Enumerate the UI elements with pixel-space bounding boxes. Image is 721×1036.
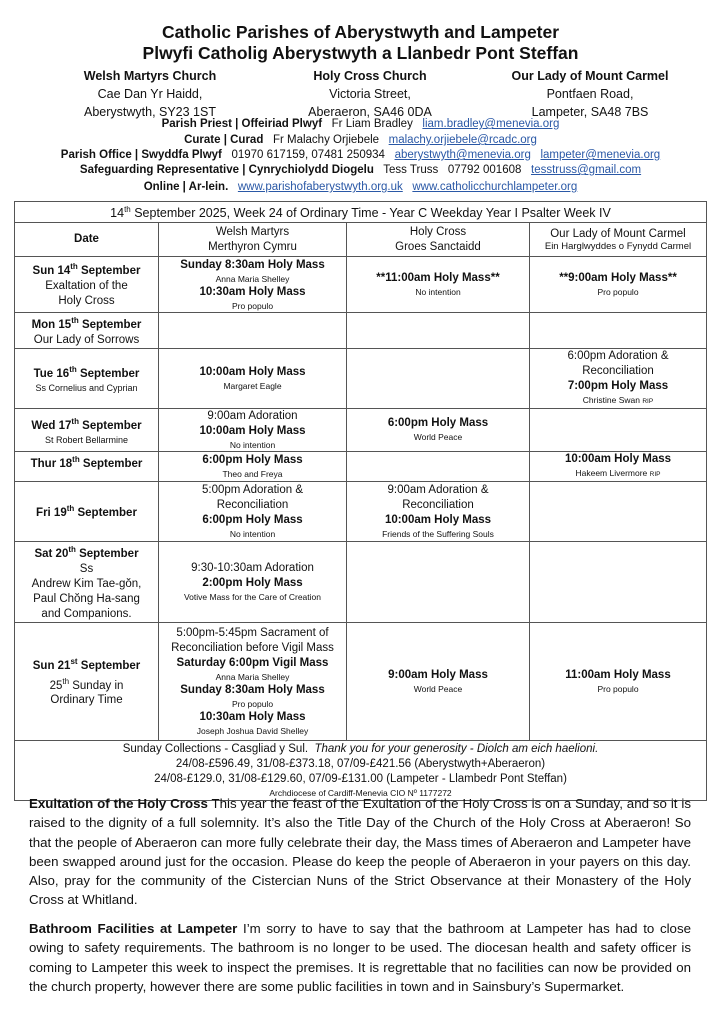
welsh-martyrs-cell: 5:00pm Adoration & Reconciliation 6:00pm Holy Mass No intention <box>159 481 347 541</box>
church-address-line: Victoria Street, <box>329 87 411 101</box>
online-line <box>0 181 721 193</box>
date-cell: Thur 18th September <box>15 451 159 481</box>
row-thu-18 <box>15 451 707 481</box>
column-header-row <box>15 223 707 257</box>
church-address-line: Pontfaen Road, <box>546 87 634 101</box>
church-address-line: Aberystwyth, SY23 1ST <box>83 105 216 119</box>
holy-cross-cell <box>347 541 530 622</box>
mount-carmel-cell <box>530 313 707 349</box>
safeguarding-label: Safeguarding Representative | Cynrychiolydd Diogelu <box>79 164 374 176</box>
welsh-martyrs-cell: 6:00pm Holy Mass Theo and Freya <box>159 451 347 481</box>
priest-email-link[interactable]: liam.bradley@menevia.org <box>422 118 560 130</box>
week-heading: 14th September 2025, Week 24 of Ordinary Time - Year C Weekday Year I Psalter Week IV <box>15 202 707 223</box>
mount-carmel-cell: 6:00pm Adoration & Reconciliation 7:00pm Holy Mass Christine Swan RIP <box>530 348 707 408</box>
website-lampeter-link[interactable]: www.catholicchurchlampeter.org <box>412 181 578 193</box>
safeguarding-name: Tess Truss <box>383 164 439 176</box>
church-address-line: Lampeter, SA48 7BS <box>531 105 649 119</box>
office-email-lampeter[interactable]: lampeter@menevia.org <box>540 149 661 161</box>
col-header-mount-carmel: Our Lady of Mount Carmel Ein Harglwyddes o Fynydd Carmel <box>530 223 707 257</box>
holy-cross-cell: 9:00am Holy Mass World Peace <box>347 622 530 740</box>
mount-carmel-cell <box>530 408 707 451</box>
mount-carmel-cell: 10:00am Holy Mass Hakeem Livermore RIP <box>530 451 707 481</box>
col-header-holy-cross: Holy Cross Groes Sanctaidd <box>347 223 530 257</box>
church-holy-cross <box>260 67 480 121</box>
collections-aberystwyth: 24/08-£596.49, 31/08-£373.18, 07/09-£421.56 (Aberystwyth+Aberaeron) <box>175 757 546 770</box>
date-cell: Sat 20th September Ss Andrew Kim Tae-gŏn, Paul Chŏng Ha-sang and Companions. <box>15 541 159 622</box>
welsh-martyrs-cell <box>159 313 347 349</box>
mount-carmel-cell <box>530 481 707 541</box>
office-email-aberystwyth[interactable]: aberystwyth@menevia.org <box>394 149 531 161</box>
welsh-martyrs-cell: Sunday 8:30am Holy Mass Anna Maria Shelley 10:30am Holy Mass Pro populo <box>159 257 347 313</box>
priest-line <box>0 118 721 130</box>
office-label: Parish Office | Swyddfa Plwyf <box>60 149 222 161</box>
notice-body: This year the feast of the Exultation of the Holy Cross is on a Sunday, and so it is raised to the dignity of a full solemnity. It’s also the Title Day of the Church of the Holy Cross at Aberaeron! So that the people of Aberaeron can more fully celebrate their day, the Mass times of Aberaeron and Lampeter have been swapped around just for the occasion. Please do keep the people of Aberaeron in your payers on this day. Also, pray for the community of the Cistercian Nuns of the Strict Observance at their Monastery of the Holy Cross at Whitland. <box>29 796 691 908</box>
safeguarding-line <box>0 164 721 176</box>
church-name: Holy Cross Church <box>313 69 427 83</box>
church-welsh-martyrs <box>40 67 260 121</box>
date-cell: Sun 21st September 25th Sunday in Ordinary Time <box>15 622 159 740</box>
curate-name: Fr Malachy Orjiebele <box>272 134 380 146</box>
church-addresses <box>40 67 700 121</box>
week-header-row <box>15 202 707 223</box>
collections-label: Sunday Collections - Casgliad y Sul. <box>122 742 309 755</box>
holy-cross-cell <box>347 313 530 349</box>
office-line <box>0 149 721 161</box>
welsh-martyrs-cell: 9:00am Adoration 10:00am Holy Mass No intention <box>159 408 347 451</box>
notice-bathroom <box>29 919 691 996</box>
row-sat-20 <box>15 541 707 622</box>
church-name: Welsh Martyrs Church <box>83 69 217 83</box>
row-tue-16 <box>15 348 707 408</box>
collections-cell <box>15 740 707 800</box>
church-address-line: Aberaeron, SA46 0DA <box>308 105 432 119</box>
row-mon-15 <box>15 313 707 349</box>
priest-name: Fr Liam Bradley <box>331 118 413 130</box>
notice-exultation <box>29 794 691 910</box>
mount-carmel-cell: 11:00am Holy Mass Pro populo <box>530 622 707 740</box>
church-address-line: Cae Dan Yr Haidd, <box>97 87 203 101</box>
holy-cross-cell: 6:00pm Holy Mass World Peace <box>347 408 530 451</box>
col-header-date: Date <box>15 223 159 257</box>
holy-cross-cell: 9:00am Adoration & Reconciliation 10:00am Holy Mass Friends of the Suffering Souls <box>347 481 530 541</box>
mount-carmel-cell <box>530 541 707 622</box>
notice-body: I’m sorry to have to say that the bathroom at Lampeter has had to close owing to safety requirements. The bathroom is no longer to be used. The diocesan health and safety officer is coming to Lampeter this week to inspect the premises. It is regrettable that no facilities can now be provided on the church property, however there are some public facilities in town and in Sainsbury’s Supermarket. <box>29 921 691 994</box>
title-welsh: Plwyfi Catholig Aberystwyth a Llanbedr Pont Steffan <box>142 43 579 63</box>
holy-cross-cell: **11:00am Holy Mass** No intention <box>347 257 530 313</box>
collections-row <box>15 740 707 800</box>
row-fri-19 <box>15 481 707 541</box>
notice-title: Exultation of the Holy Cross <box>29 796 208 811</box>
row-sun-14 <box>15 257 707 313</box>
priest-label: Parish Priest | Offeiriad Plwyf <box>161 118 323 130</box>
date-cell: Fri 19th September <box>15 481 159 541</box>
notice-title: Bathroom Facilities at Lampeter <box>29 921 238 936</box>
welsh-martyrs-cell: 10:00am Holy Mass Margaret Eagle <box>159 348 347 408</box>
title-english: Catholic Parishes of Aberystwyth and Lampeter <box>161 22 560 42</box>
mount-carmel-cell: **9:00am Holy Mass** Pro populo <box>530 257 707 313</box>
col-header-welsh-martyrs: Welsh Martyrs Merthyron Cymru <box>159 223 347 257</box>
curate-line <box>0 134 721 146</box>
date-cell: Tue 16th September Ss Cornelius and Cyprian <box>15 348 159 408</box>
collections-lampeter: 24/08-£129.0, 31/08-£129.60, 07/09-£131.00 (Lampeter - Llambedr Pont Steffan) <box>154 772 567 785</box>
row-sun-21 <box>15 622 707 740</box>
church-mount-carmel <box>480 67 700 121</box>
holy-cross-cell <box>347 348 530 408</box>
date-cell: Wed 17th September St Robert Bellarmine <box>15 408 159 451</box>
date-cell: Sun 14th September Exaltation of the Holy Cross <box>15 257 159 313</box>
welsh-martyrs-cell: 9:30-10:30am Adoration 2:00pm Holy Mass Votive Mass for the Care of Creation <box>159 541 347 622</box>
collections-thanks: Thank you for your generosity - Diolch am eich haelioni. <box>314 742 599 755</box>
safeguarding-email-link[interactable]: tesstruss@gmail.com <box>531 164 642 176</box>
charity-number: Archdiocese of Cardiff-Menevia CIO Nº 1177272 <box>269 787 452 798</box>
safeguarding-phone: 07792 001608 <box>447 164 522 176</box>
row-wed-17 <box>15 408 707 451</box>
church-name: Our Lady of Mount Carmel <box>511 69 669 83</box>
website-aberystwyth-link[interactable]: www.parishofaberystwyth.org.uk <box>237 181 403 193</box>
holy-cross-cell <box>347 451 530 481</box>
date-cell: Mon 15th September Our Lady of Sorrows <box>15 313 159 349</box>
mass-schedule-table <box>14 201 707 801</box>
welsh-martyrs-cell: 5:00pm-5:45pm Sacrament of Reconciliation before Vigil Mass Saturday 6:00pm Vigil Mass Anna Maria Shelley Sunday 8:30am Holy Mass Pro populo 10:30am Holy Mass Joseph Joshua David Shelley <box>159 622 347 740</box>
curate-email-link[interactable]: malachy.orjiebele@rcadc.org <box>388 134 537 146</box>
office-phones: 01970 617159, 07481 250934 <box>231 149 385 161</box>
online-label: Online | Ar-lein. <box>143 181 229 193</box>
curate-label: Curate | Curad <box>184 134 264 146</box>
